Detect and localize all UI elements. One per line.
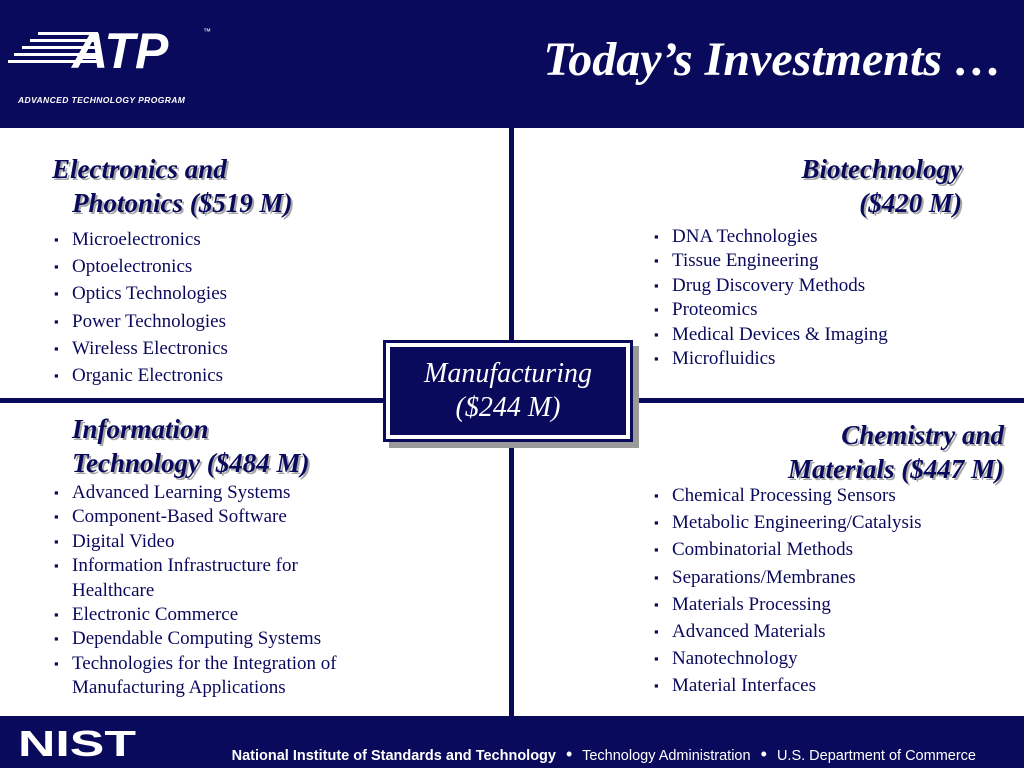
list-item: ▪ Component-Based Software: [54, 505, 474, 529]
biotech-title: [802, 152, 963, 220]
manufacturing-line2: ($244 M): [455, 392, 561, 423]
atp-logo-mark: [8, 22, 213, 74]
info-title: [72, 412, 310, 480]
list-item: ▪ Optics Technologies: [54, 280, 228, 307]
footer-admin: Technology Administration: [582, 748, 751, 764]
electronics-list: [54, 226, 228, 389]
list-item: ▪ Electronic Commerce: [54, 603, 474, 627]
info-title-line1: Information: [72, 414, 209, 444]
footer-separator: •: [760, 744, 767, 764]
electronics-title-line2: Photonics ($519 M): [72, 188, 293, 218]
list-item: ▪ Digital Video: [54, 530, 474, 554]
nist-logo-mark: [18, 728, 138, 758]
chem-title-line1: Chemistry and: [841, 420, 1004, 450]
list-item: ▪ Proteomics: [654, 298, 888, 322]
chem-list: [654, 482, 922, 700]
info-title-line2: Technology ($484 M): [72, 448, 310, 478]
list-item: ▪ Dependable Computing Systems: [54, 627, 474, 651]
list-item: ▪ Tissue Engineering: [654, 249, 888, 273]
list-item: ▪ Power Technologies: [54, 308, 228, 335]
list-item: ▪ Information Infrastructure for Healthcare: [54, 554, 362, 603]
list-item: ▪ Metabolic Engineering/Catalysis: [654, 509, 922, 536]
list-item: ▪ Material Interfaces: [654, 672, 922, 699]
header-bar: [0, 0, 1024, 128]
list-item: ▪ Combinatorial Methods: [654, 536, 922, 563]
list-item: ▪ Optoelectronics: [54, 253, 228, 280]
list-item: ▪ Separations/Membranes: [654, 564, 922, 591]
list-item: ▪ Chemical Processing Sensors: [654, 482, 922, 509]
manufacturing-label: [390, 347, 626, 435]
biotech-title-line1: Biotechnology: [801, 154, 962, 184]
atp-logo: [8, 22, 213, 105]
footer-text: [232, 744, 976, 765]
manufacturing-box: [383, 340, 633, 442]
list-item: ▪ Microelectronics: [54, 226, 228, 253]
list-item: ▪ Organic Electronics: [54, 362, 228, 389]
footer-org: National Institute of Standards and Technology: [231, 748, 556, 764]
nist-logo: [18, 728, 138, 758]
info-list: [54, 481, 474, 701]
footer-separator: •: [566, 744, 573, 764]
list-item: ▪ Wireless Electronics: [54, 335, 228, 362]
list-item: ▪ Materials Processing: [654, 591, 922, 618]
list-item: ▪ Technologies for the Integration of Manufacturing Applications: [54, 652, 402, 701]
svg-text:™: ™: [203, 27, 211, 36]
manufacturing-line1: Manufacturing: [424, 358, 592, 389]
electronics-title-line1: Electronics and: [52, 154, 227, 184]
list-item: ▪ Medical Devices & Imaging: [654, 323, 888, 347]
nist-logo-text: NIST: [18, 728, 136, 758]
list-item: ▪ Nanotechnology: [654, 645, 922, 672]
list-item: ▪ Advanced Learning Systems: [54, 481, 474, 505]
list-item: ▪ Microfluidics: [654, 347, 888, 371]
list-item: ▪ DNA Technologies: [654, 225, 888, 249]
chem-title-line2: Materials ($447 M): [788, 454, 1004, 484]
slide-title: Today’s Investments …: [543, 33, 1002, 86]
biotech-list: [654, 225, 888, 371]
atp-logo-text: ATP: [72, 23, 169, 74]
electronics-title: [52, 152, 293, 220]
atp-logo-subtitle: ADVANCED TECHNOLOGY PROGRAM: [18, 95, 186, 105]
list-item: ▪ Advanced Materials: [654, 618, 922, 645]
list-item: ▪ Drug Discovery Methods: [654, 274, 888, 298]
footer-dept: U.S. Department of Commerce: [776, 748, 976, 764]
footer-bar: [0, 716, 1024, 768]
chem-title: [788, 418, 1004, 486]
biotech-title-line2: ($420 M): [859, 188, 962, 218]
